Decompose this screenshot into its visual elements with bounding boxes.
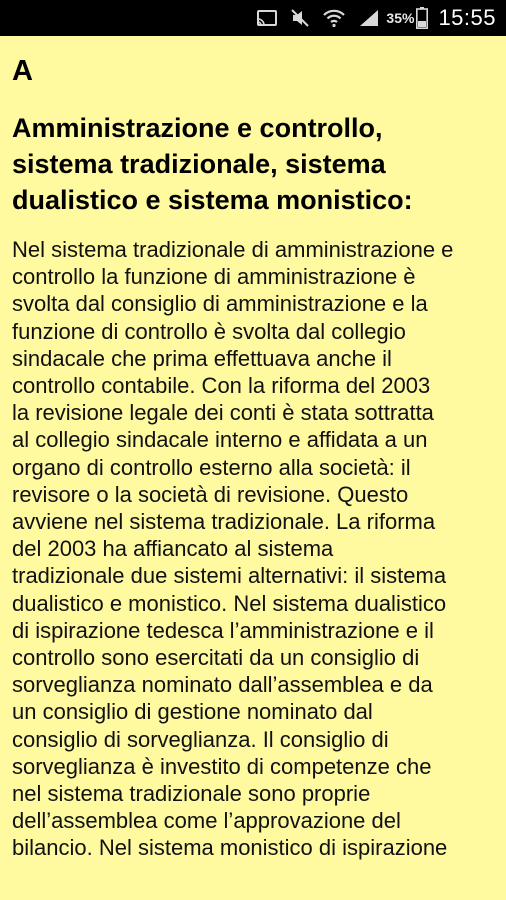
status-bar xyxy=(0,0,506,36)
section-letter: A xyxy=(12,55,33,87)
cast-icon xyxy=(256,9,278,27)
article-content xyxy=(0,36,506,900)
mute-icon xyxy=(290,8,310,28)
article-body: Nel sistema tradizionale di amministrazione e controllo la funzione di amministrazione è svolta dal consiglio di amministrazione e la funzione di controllo è svolta dal collegio sindacale che prima effettuava anche il controllo contabile. Con la riforma del 2003 la revisione legale dei conti è stata sottratta al collegio sindacale interno e affidata a un organo di controllo esterno alla società: il revisore o la società di revisione. Questo avviene nel sistema tradizionale. La riforma del 2003 ha affiancato al sistema tradizionale due sistemi alternativi: il sistema dualistico e monistico. Nel sistema dualistico di ispirazione tedesca l’amministrazione e il controllo sono esercitati da un consiglio di sorveglianza nominato dall’assemblea e da un consiglio di gestione nominato dal consiglio di sorveglianza. Il consiglio di sorveglianza è investito di competenze che nel sistema tradizionale sono proprie dell’assemblea come l’approvazione del bilancio. Nel sistema monistico di ispirazione xyxy=(12,237,454,861)
status-time: 15:55 xyxy=(438,5,496,30)
article-title: Amministrazione e controllo, sistema tradizionale, sistema dualistico e sistema monistico: xyxy=(12,113,413,215)
signal-icon xyxy=(358,8,380,28)
battery-percent: 35% xyxy=(386,10,415,26)
battery-icon xyxy=(416,7,428,29)
wifi-icon xyxy=(322,8,346,28)
